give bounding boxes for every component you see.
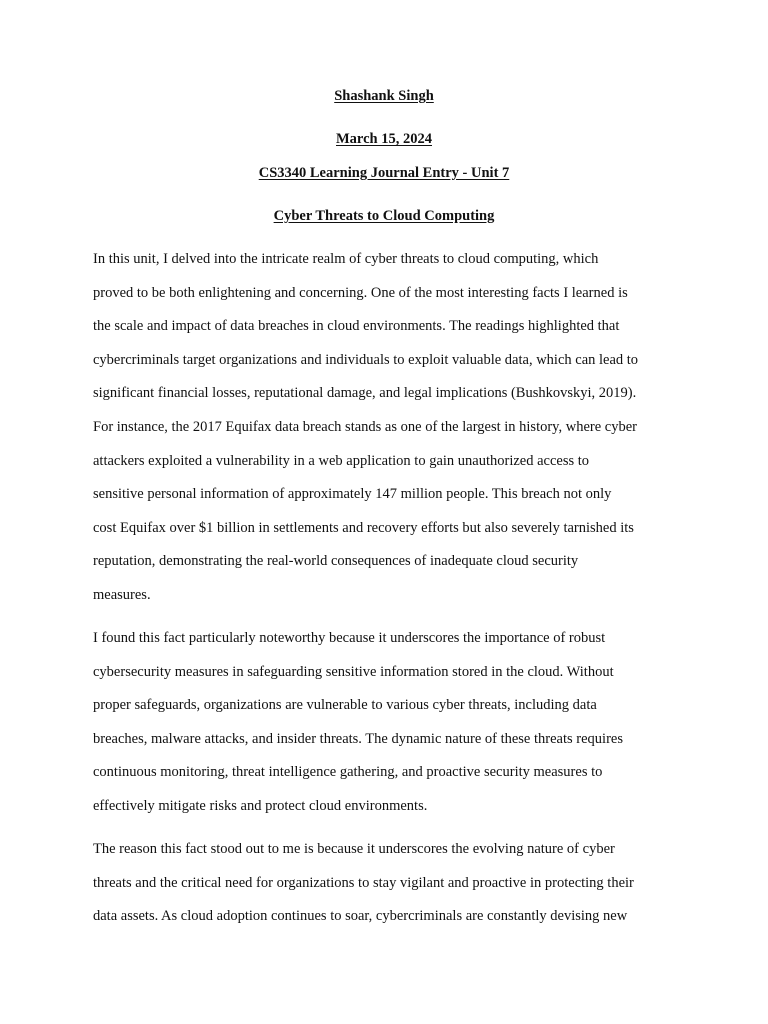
paragraph-line: cost Equifax over $1 billion in settlements and recovery efforts but also severely tarnished its xyxy=(93,519,634,536)
paragraph-line: The reason this fact stood out to me is because it underscores the evolving nature of cyber xyxy=(93,841,615,857)
paragraph-line: significant financial losses, reputational damage, and legal implications (Bushkovskyi, 2019). xyxy=(93,385,637,402)
body-paragraph-1 xyxy=(93,243,677,613)
paragraph-line: In this unit, I delved into the intricate realm of cyber threats to cloud computing, which xyxy=(93,251,599,267)
paragraph-line: proper safeguards, organizations are vulnerable to various cyber threats, including data xyxy=(93,697,597,714)
paragraph-line: threats and the critical need for organizations to stay vigilant and proactive in protecting their xyxy=(93,874,634,891)
paragraph-line: data assets. As cloud adoption continues to soar, cybercriminals are constantly devising new xyxy=(93,908,628,925)
paragraph-line: sensitive personal information of approximately 147 million people. This breach not only xyxy=(93,486,612,503)
course-entry-heading: CS3340 Learning Journal Entry - Unit 7 xyxy=(258,165,510,181)
entry-date: March 15, 2024 xyxy=(336,131,432,147)
paragraph-line: cybercriminals target organizations and individuals to exploit valuable data, which can lead to xyxy=(93,351,639,368)
paragraph-line: measures. xyxy=(93,586,151,603)
body-paragraph-2 xyxy=(93,622,677,824)
paragraph-line: proved to be both enlightening and concerning. One of the most interesting facts I learned is xyxy=(93,284,628,301)
paragraph-line: cybersecurity measures in safeguarding sensitive information stored in the cloud. Without xyxy=(93,663,614,680)
paragraph-line: I found this fact particularly noteworthy because it underscores the importance of robust xyxy=(93,630,606,646)
paragraph-line: breaches, malware attacks, and insider threats. The dynamic nature of these threats requires xyxy=(93,730,623,747)
paragraph-line: continuous monitoring, threat intelligence gathering, and proactive security measures to xyxy=(93,764,603,781)
paragraph-line: attackers exploited a vulnerability in a web application to gain unauthorized access to xyxy=(93,452,590,469)
paragraph-line: reputation, demonstrating the real-world consequences of inadequate cloud security xyxy=(93,553,579,570)
document-title: Cyber Threats to Cloud Computing xyxy=(273,208,495,224)
body-paragraph-3 xyxy=(93,833,677,934)
paragraph-line: For instance, the 2017 Equifax data breach stands as one of the largest in history, where cyber xyxy=(93,418,637,435)
author-name: Shashank Singh xyxy=(334,88,434,104)
paragraph-line: the scale and impact of data breaches in cloud environments. The readings highlighted that xyxy=(93,318,620,335)
paragraph-line: effectively mitigate risks and protect cloud environments. xyxy=(93,797,428,814)
